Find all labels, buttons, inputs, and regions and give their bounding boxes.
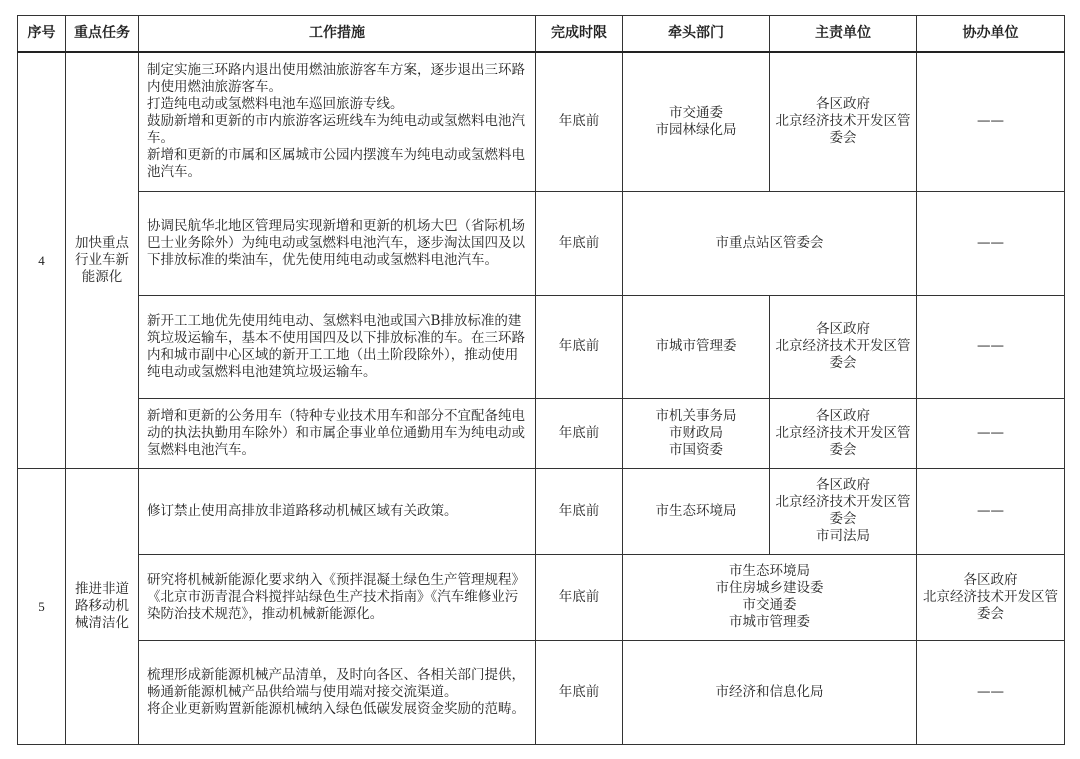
- table-row: [18, 398, 1065, 468]
- measures-cell: [139, 468, 536, 554]
- assist-unit-cell: ——: [917, 468, 1065, 554]
- main-unit: 北京经济技术开发区管委会: [775, 113, 911, 147]
- measure-line: 新增和更新的公务用车（特种专业技术用车和部分不宜配备纯电动的执法执勤用车除外）和市属企事业单位通勤用车为纯电动或氢燃料电池汽车。: [147, 407, 525, 458]
- main-unit: 北京经济技术开发区管委会: [775, 424, 911, 458]
- header-row: [18, 16, 1065, 53]
- table-row: [18, 52, 1065, 191]
- main-unit: 北京经济技术开发区管委会: [775, 338, 911, 371]
- assist-unit-cell: ——: [917, 191, 1065, 295]
- main-unit-cell: [770, 295, 917, 398]
- measure-line: 研究将机械新能源化要求纳入《预拌混凝土绿色生产管理规程》《北京市沥青混合料搅拌站绿色生产技术指南》《汽车维修业污染防治技术规范》，推动机械新能源化。: [147, 571, 525, 622]
- lead-dept: 市住房城乡建设委: [715, 580, 824, 596]
- table-row: [18, 295, 1065, 398]
- lead-dept: 市交通委: [669, 104, 723, 121]
- measure-line: 将企业更新购置新能源机械纳入绿色低碳发展资金奖励的范畴。: [147, 700, 525, 717]
- measures-cell: [139, 191, 536, 295]
- lead-main-merged-cell: 市重点站区管委会: [623, 191, 917, 295]
- deadline-cell: 年底前: [536, 52, 623, 191]
- main-unit: 各区政府: [816, 321, 870, 337]
- lead-dept: 市国资委: [669, 441, 723, 458]
- table-row: [18, 640, 1065, 744]
- lead-dept: 市生态环境局: [729, 563, 810, 579]
- main-unit: 市司法局: [816, 528, 870, 544]
- lead-main-merged-cell: [623, 554, 917, 640]
- main-unit: 各区政府: [816, 477, 870, 493]
- measure-line: 新增和更新的市属和区属城市公园内摆渡车为纯电动或氢燃料电池汽车。: [147, 147, 525, 181]
- main-unit: 北京经济技术开发区管委会: [775, 494, 911, 527]
- main-unit-cell: [770, 468, 917, 554]
- main-unit-cell: [770, 398, 917, 468]
- deadline-cell: 年底前: [536, 295, 623, 398]
- task-table: [17, 15, 1065, 745]
- measure-line: 新开工工地优先使用纯电动、氢燃料电池或国六B排放标准的建筑垃圾运输车，基本不使用国四及以下排放标准的车。在三环路内和城市副中心区域的新开工工地（出土阶段除外），推动使用纯电动或氢燃料电池建筑垃圾运输车。: [147, 312, 525, 380]
- measures-cell: [139, 295, 536, 398]
- row-index: 4: [18, 52, 66, 468]
- assist-unit: 北京经济技术开发区管委会: [923, 588, 1058, 622]
- lead-dept: 市园林绿化局: [655, 121, 737, 138]
- measure-line: 鼓励新增和更新的市内旅游客运班线车为纯电动或氢燃料电池汽车。: [147, 113, 525, 147]
- assist-unit-cell: [917, 554, 1065, 640]
- header-lead-dept: 牵头部门: [623, 16, 770, 53]
- lead-dept-cell: [623, 52, 770, 191]
- measure-line: 打造纯电动或氢燃料电池车巡回旅游专线。: [147, 96, 404, 113]
- task-name: 加快重点行业车新能源化: [66, 52, 139, 468]
- table-row: [18, 191, 1065, 295]
- measure-line: 修订禁止使用高排放非道路移动机械区域有关政策。: [147, 502, 458, 519]
- header-measures: 工作措施: [139, 16, 536, 53]
- lead-dept-cell: [623, 398, 770, 468]
- table-row: [18, 554, 1065, 640]
- lead-dept: 市机关事务局: [655, 407, 737, 424]
- measures-cell: [139, 554, 536, 640]
- deadline-cell: 年底前: [536, 468, 623, 554]
- row-index: 5: [18, 468, 66, 744]
- lead-main-merged-cell: 市经济和信息化局: [623, 640, 917, 744]
- assist-unit: 各区政府: [963, 571, 1018, 588]
- main-unit: 各区政府: [816, 407, 870, 424]
- deadline-cell: 年底前: [536, 554, 623, 640]
- deadline-cell: 年底前: [536, 191, 623, 295]
- header-task: 重点任务: [66, 16, 139, 53]
- lead-dept-cell: 市生态环境局: [623, 468, 770, 554]
- measure-line: 协调民航华北地区管理局实现新增和更新的机场大巴（省际机场巴士业务除外）为纯电动或氢燃料电池汽车，逐步淘汰国四及以下排放标准的柴油车，优先使用纯电动或氢燃料电池汽车。: [147, 217, 525, 268]
- assist-unit-cell: ——: [917, 398, 1065, 468]
- deadline-cell: 年底前: [536, 640, 623, 744]
- measure-line: 梳理形成新能源机械产品清单，及时向各区、各相关部门提供，畅通新能源机械产品供给端与使用端对接交流渠道。: [147, 666, 525, 700]
- task-name: 推进非道路移动机械清洁化: [66, 468, 139, 744]
- lead-dept-cell: 市城市管理委: [623, 295, 770, 398]
- table-row: [18, 468, 1065, 554]
- lead-dept: 市交通委: [742, 597, 797, 613]
- header-index: 序号: [18, 16, 66, 53]
- lead-dept: 市城市管理委: [729, 614, 810, 630]
- measures-cell: [139, 52, 536, 191]
- assist-unit-cell: ——: [917, 52, 1065, 191]
- header-main-unit: 主责单位: [770, 16, 917, 53]
- measures-cell: [139, 398, 536, 468]
- assist-unit-cell: ——: [917, 640, 1065, 744]
- lead-dept: 市财政局: [669, 424, 723, 441]
- measures-cell: [139, 640, 536, 744]
- main-unit: 各区政府: [816, 96, 870, 113]
- header-deadline: 完成时限: [536, 16, 623, 53]
- measure-line: 制定实施三环路内退出使用燃油旅游客车方案，逐步退出三环路内使用燃油旅游客车。: [147, 62, 525, 96]
- main-unit-cell: [770, 52, 917, 191]
- deadline-cell: 年底前: [536, 398, 623, 468]
- assist-unit-cell: ——: [917, 295, 1065, 398]
- header-assist-unit: 协办单位: [917, 16, 1065, 53]
